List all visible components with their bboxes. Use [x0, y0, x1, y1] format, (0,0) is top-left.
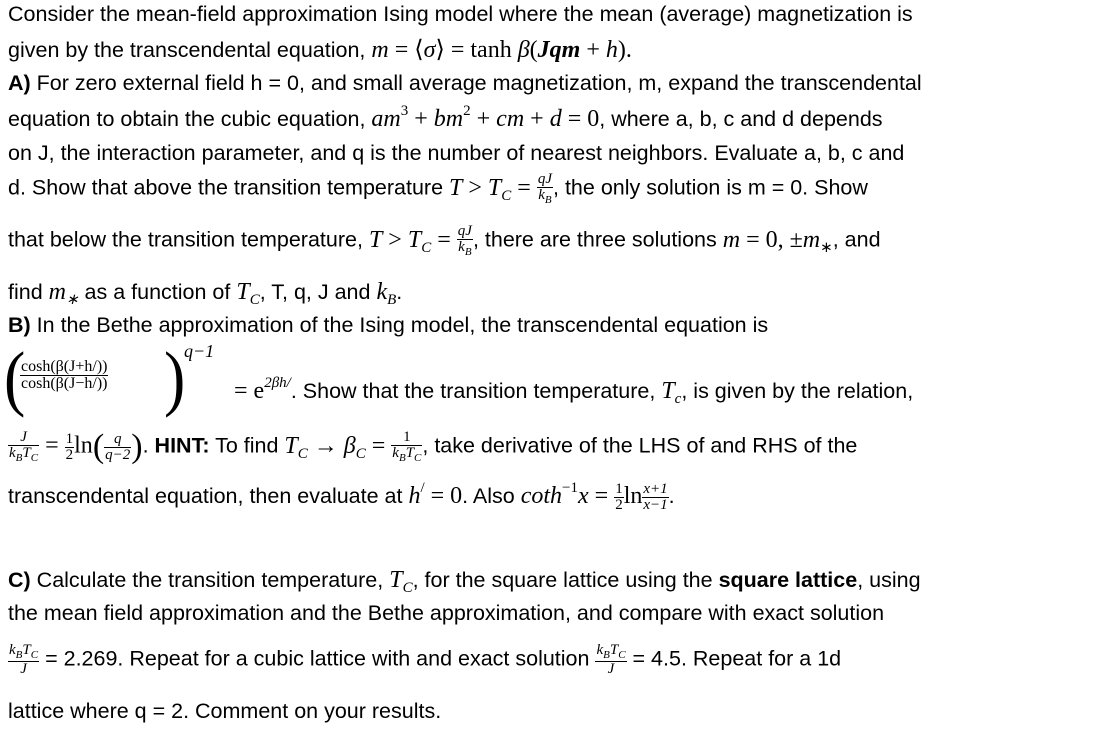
part-a-label: A)	[8, 71, 31, 95]
tc-inequality-above: $T > T_C$ =	[449, 174, 537, 204]
part-c-line-2: the mean field approximation and the Bethe approximation, and compare with exact solution	[8, 601, 885, 625]
arccoth-identity: coth$^{-1}$x =	[520, 480, 615, 510]
part-a-line-6: find $m_∗$ as a function of $T_C$, T, q, J and $k_B$.	[8, 279, 403, 308]
j-over-kbtc: $\frac{J}{k_BT_C}$	[9, 429, 39, 464]
tc-fraction: $\frac{qJ}{k_B}$	[537, 171, 553, 206]
three-solutions: m = 0, $\pm m_∗$	[722, 226, 833, 256]
part-b-line-4: transcendental equation, then evaluate at h/ = 0. Also coth$^{-1}$x = $\frac{1}{2}$ ln $\frac{x+1}{x-1}$ .	[8, 480, 675, 513]
part-a-line-5: that below the transition temperature, $T > T_C$ = $\frac{qJ}{k_B}$ , there are three solutions m = 0, $\pm m_∗$, and	[8, 223, 881, 258]
part-b-line-1: B) In the Bethe approximation of the Ising model, the transcendental equation is	[8, 313, 769, 337]
part-c-line-3: $\frac{k_BT_C}{J}$ = 2.269. Repeat for a cubic lattice with and exact solution $\frac{k_BT_C}{J}$ = 4.5. Repeat for a 1d	[9, 642, 842, 677]
cubic-equation: $am^3 + bm^2$ + cm + d = 0	[371, 103, 600, 132]
part-b-line-3: $\frac{J}{k_BT_C}$ = $\frac{1}{2}$ ln( $\frac{q}{q-2}$ ). HINT: To find $T_C \to \beta_C$ = $\frac{1}{k_BT_C}$ , take derivative of the LHS of and RHS of the	[9, 428, 858, 465]
intro-line-1: Consider the mean-field approximation Ising model where the mean (average) magnetization is	[8, 2, 913, 26]
part-c-label: C)	[8, 568, 31, 592]
hint-label: HINT:	[154, 433, 210, 458]
intro-line-2: given by the transcendental equation, m = ⟨σ⟩ = tanh β(Jqm + h).	[8, 37, 632, 63]
part-a-line-1: A) For zero external field h = 0, and small average magnetization, m, expand the transcendental	[8, 71, 922, 95]
part-c-line-1: C) Calculate the transition temperature, $T_C$, for the square lattice using the square lattice, using	[8, 567, 921, 596]
bethe-numerator: cosh(β(J+h/))	[21, 358, 108, 375]
kbtc-over-j-square: $\frac{k_BT_C}{J}$	[9, 642, 39, 677]
part-a-line-4: d. Show that above the transition temperature $T > T_C$ = $\frac{qJ}{k_B}$ , the only solution is m = 0. Show	[8, 171, 868, 206]
part-a-line-3: on J, the interaction parameter, and q is the number of nearest neighbors. Evaluate a, b, c and	[8, 141, 905, 165]
part-a-line-2: equation to obtain the cubic equation, $am^3 + bm^2$ + cm + d = 0, where a, b, c and d depends	[8, 103, 883, 132]
kbtc-over-j-cubic: $\frac{k_BT_C}{J}$	[596, 642, 626, 677]
part-b-label: B)	[8, 313, 31, 337]
transcendental-equation: m = ⟨σ⟩ = tanh β(Jqm + h).	[371, 37, 632, 63]
part-c-line-4: lattice where q = 2. Comment on your results.	[8, 699, 442, 723]
tc-inequality-below: $T > T_C$ =	[368, 226, 457, 256]
bethe-exponent: q−1	[184, 341, 215, 361]
bethe-denominator: cosh(β(J−h/))	[21, 375, 108, 392]
